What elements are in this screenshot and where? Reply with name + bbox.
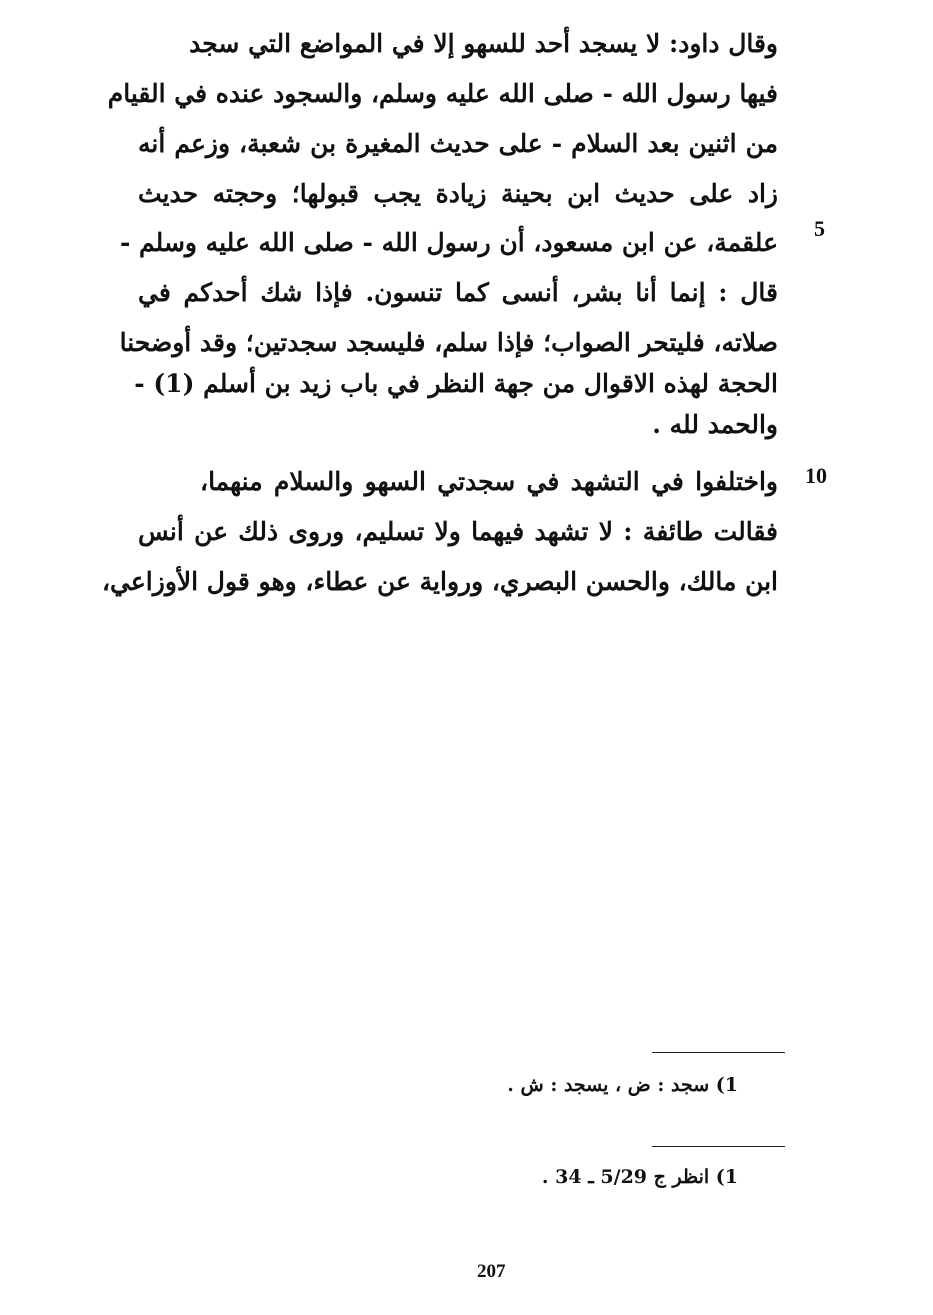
paragraph-1-line-1: وقال داود: لا يسجد أحد للسهو إلا في المواضع التي سجد <box>189 29 778 58</box>
paragraph-1-line-9: والحمد لله . <box>652 410 778 439</box>
paragraph-1-line-4: زاد على حديث ابن بحينة زيادة يجب قبولها؛ وحجته حديث <box>138 179 778 208</box>
paragraph-2-line-1: واختلفوا في التشهد في سجدتي السهو والسلام منهما، <box>200 467 778 496</box>
footnote-1: 1) سجد : ض ، يسجد : ش . <box>507 1074 738 1096</box>
page-number: 207 <box>477 1261 506 1282</box>
footnote-rule-2 <box>652 1146 785 1147</box>
paragraph-1-line-2: فيها رسول الله - صلى الله عليه وسلم، والسجود عنده في القيام <box>107 79 778 108</box>
paragraph-1-line-7: صلاته، فليتحر الصواب؛ فإذا سلم، فليسجد سجدتين؛ وقد أوضحنا <box>119 328 778 357</box>
paragraph-1-line-8: الحجة لهذه الاقوال من جهة النظر في باب زيد بن أسلم (1) - <box>134 369 778 398</box>
paragraph-1-line-5: علقمة، عن ابن مسعود، أن رسول الله - صلى الله عليه وسلم - <box>119 228 778 257</box>
paragraph-2-line-2: فقالت طائفة : لا تشهد فيهما ولا تسليم، وروى ذلك عن أنس <box>138 517 778 546</box>
footnote-2: 1) انظر ج 5/29 ـ 34 . <box>541 1166 738 1188</box>
paragraph-1-line-3: من اثنين بعد السلام - على حديث المغيرة بن شعبة، وزعم أنه <box>138 129 778 158</box>
line-number-10: 10 <box>805 463 827 488</box>
paragraph-2-line-3: ابن مالك، والحسن البصري، ورواية عن عطاء، وهو قول الأوزاعي، <box>101 567 778 596</box>
line-number-5: 5 <box>814 216 825 241</box>
footnote-rule-1 <box>652 1052 785 1053</box>
paragraph-1-line-6: قال : إنما أنا بشر، أنسى كما تنسون. فإذا شك أحدكم في <box>138 278 778 307</box>
